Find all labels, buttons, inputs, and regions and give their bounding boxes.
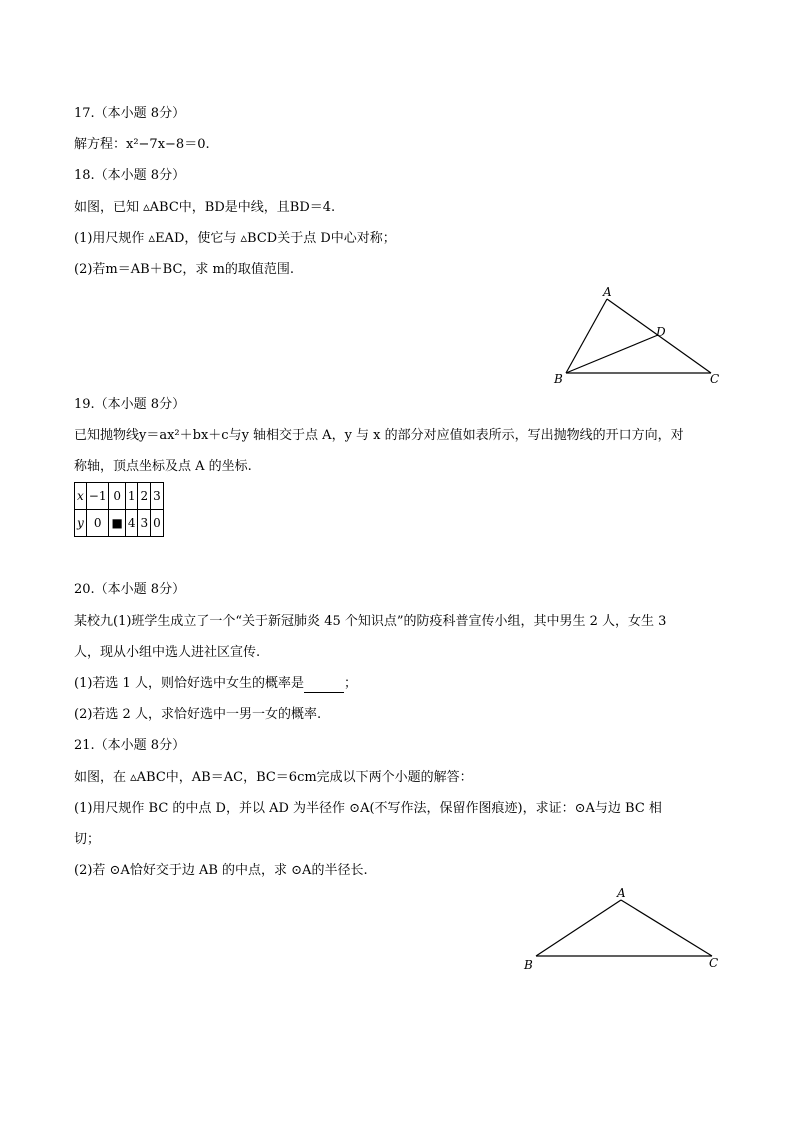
table-cell: 0: [86, 510, 109, 537]
q18-statement: 如图，已知 ▵ABC中，BD是中线，且BD＝4.: [74, 200, 336, 215]
q17-equation: 解方程：x²−7x−8＝0.: [74, 137, 210, 152]
q20-heading: 20.（本小题 8分）: [74, 582, 186, 597]
q18-triangle-figure: [548, 282, 728, 387]
table-cell: 2: [138, 483, 151, 510]
table-row-y: [75, 510, 164, 537]
q21-statement: 如图，在 ▵ABC中，AB＝AC，BC＝6cm完成以下两个小题的解答：: [74, 770, 473, 785]
q21-part1-cont: 切；: [74, 832, 101, 847]
q18-label-a: A: [603, 285, 612, 299]
table-header-y: y: [75, 510, 87, 537]
table-cell: −1: [86, 483, 109, 510]
q18-heading: 18.（本小题 8分）: [74, 168, 186, 183]
q18-label-d: D: [656, 325, 666, 339]
q19-heading: 19.（本小题 8分）: [74, 397, 186, 412]
table-header-x: x: [75, 483, 87, 510]
q20-statement-cont: 人，现从小组中选人进社区宣传.: [74, 645, 261, 660]
q20-part1-text: (1)若选 1 人，则恰好选中女生的概率是: [74, 676, 304, 691]
table-cell: 0: [109, 483, 125, 510]
q21-triangle-figure: [515, 884, 725, 974]
q21-part1: (1)用尺规作 BC 的中点 D，并以 AD 为半径作 ⊙A(不写作法，保留作图痕迹)，求证：⊙A与边 BC 相: [74, 801, 662, 816]
table-cell: 0: [151, 510, 164, 537]
table-cell: 1: [125, 483, 138, 510]
q20-statement: 某校九(1)班学生成立了一个“关于新冠肺炎 45 个知识点”的防疫科普宣传小组，其中男生 2 人，女生 3: [74, 614, 667, 629]
q17-heading: 17.（本小题 8分）: [74, 106, 186, 121]
q18-label-c: C: [710, 372, 720, 386]
table-cell: 3: [138, 510, 151, 537]
q21-part2: (2)若 ⊙A恰好交于边 AB 的中点，求 ⊙A的半径长.: [74, 863, 368, 878]
q18-part2: (2)若m＝AB＋BC，求 m的取值范围.: [74, 262, 295, 277]
q20-part1-end: ；: [343, 676, 357, 691]
table-cell: 3: [151, 483, 164, 510]
q18-label-b: B: [554, 372, 563, 386]
q18-part1: (1)用尺规作 ▵EAD，使它与 ▵BCD关于点 D中心对称；: [74, 231, 396, 246]
q20-part1: [74, 676, 357, 693]
answer-blank: [304, 676, 344, 693]
q20-part2: (2)若选 2 人，求恰好选中一男一女的概率.: [74, 707, 322, 722]
table-cell: ■: [109, 510, 125, 537]
q19-value-table: [74, 482, 164, 537]
q21-heading: 21.（本小题 8分）: [74, 738, 186, 753]
q21-label-c: C: [709, 956, 719, 970]
q21-label-b: B: [524, 958, 533, 972]
q19-statement-cont: 称轴，顶点坐标及点 A 的坐标.: [74, 459, 252, 474]
q19-statement: 已知抛物线y＝ax²＋bx＋c与y 轴相交于点 A，y 与 x 的部分对应值如表所示，写出抛物线的开口方向，对: [74, 428, 684, 443]
table-row-x: [75, 483, 164, 510]
q21-label-a: A: [617, 886, 626, 900]
table-cell: 4: [125, 510, 138, 537]
